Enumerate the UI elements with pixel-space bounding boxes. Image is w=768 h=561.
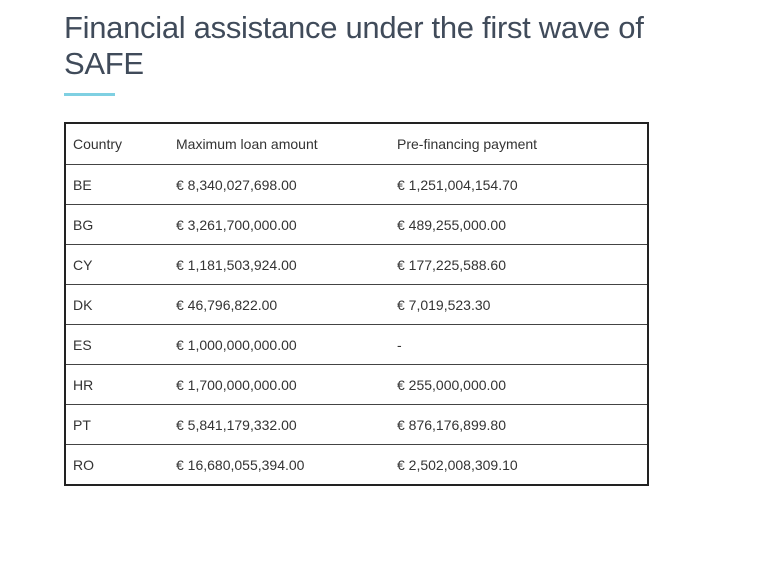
header-country: Country xyxy=(65,123,169,165)
cell-maximum-loan-amount: € 8,340,027,698.00 xyxy=(169,165,390,205)
cell-pre-financing-payment: € 489,255,000.00 xyxy=(390,205,648,245)
cell-country: PT xyxy=(65,405,169,445)
title-accent-divider xyxy=(64,93,115,96)
cell-maximum-loan-amount: € 1,000,000,000.00 xyxy=(169,325,390,365)
cell-pre-financing-payment: € 7,019,523.30 xyxy=(390,285,648,325)
table-row xyxy=(65,445,648,486)
cell-maximum-loan-amount: € 46,796,822.00 xyxy=(169,285,390,325)
table-row xyxy=(65,165,648,205)
cell-country: BG xyxy=(65,205,169,245)
cell-pre-financing-payment: € 2,502,008,309.10 xyxy=(390,445,648,486)
table-row xyxy=(65,245,648,285)
cell-country: BE xyxy=(65,165,169,205)
header-maximum-loan-amount: Maximum loan amount xyxy=(169,123,390,165)
table-row xyxy=(65,405,648,445)
cell-pre-financing-payment: - xyxy=(390,325,648,365)
cell-country: HR xyxy=(65,365,169,405)
cell-pre-financing-payment: € 1,251,004,154.70 xyxy=(390,165,648,205)
cell-pre-financing-payment: € 255,000,000.00 xyxy=(390,365,648,405)
table-row xyxy=(65,285,648,325)
cell-country: DK xyxy=(65,285,169,325)
cell-maximum-loan-amount: € 16,680,055,394.00 xyxy=(169,445,390,486)
header-pre-financing-payment: Pre-financing payment xyxy=(390,123,648,165)
cell-maximum-loan-amount: € 3,261,700,000.00 xyxy=(169,205,390,245)
table-row xyxy=(65,205,648,245)
table-header-row xyxy=(65,123,648,165)
cell-maximum-loan-amount: € 5,841,179,332.00 xyxy=(169,405,390,445)
cell-country: ES xyxy=(65,325,169,365)
cell-pre-financing-payment: € 876,176,899.80 xyxy=(390,405,648,445)
cell-maximum-loan-amount: € 1,700,000,000.00 xyxy=(169,365,390,405)
cell-pre-financing-payment: € 177,225,588.60 xyxy=(390,245,648,285)
table-row xyxy=(65,365,648,405)
table-row xyxy=(65,325,648,365)
cell-country: CY xyxy=(65,245,169,285)
loan-table xyxy=(64,122,649,486)
cell-country: RO xyxy=(65,445,169,486)
cell-maximum-loan-amount: € 1,181,503,924.00 xyxy=(169,245,390,285)
page-title: Financial assistance under the first wave of SAFE xyxy=(64,10,644,81)
loan-table-container xyxy=(64,122,647,486)
